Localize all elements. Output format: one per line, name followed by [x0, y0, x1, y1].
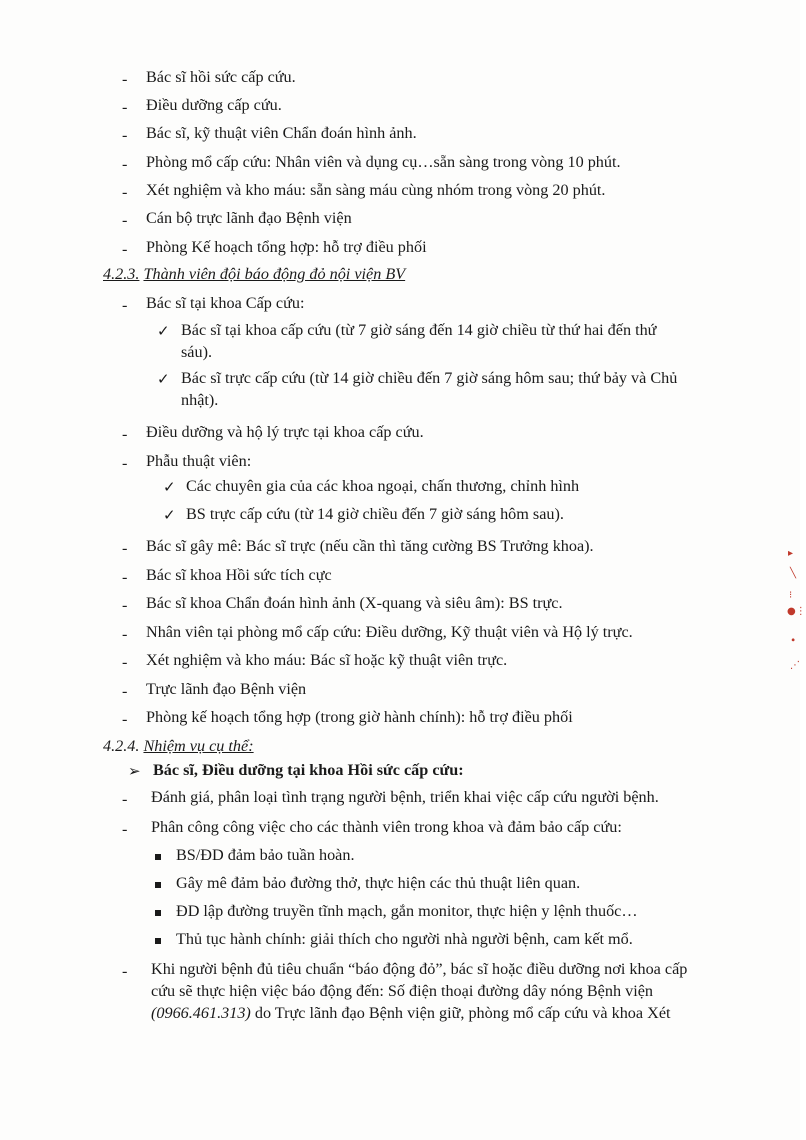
list-dash: -	[122, 211, 128, 229]
list-item: Bác sĩ khoa Hồi sức tích cực	[146, 566, 332, 584]
paragraph-line: cứu sẽ thực hiện việc báo động đến: Số điện thoại đường dây nóng Bệnh viện	[151, 982, 653, 1000]
list-item: Xét nghiệm và kho máu: Bác sĩ hoặc kỹ thuật viên trực.	[146, 651, 508, 669]
list-dash: -	[122, 454, 128, 472]
sub-item-continued: nhật).	[181, 391, 219, 409]
list-item: Phòng Kế hoạch tổng hợp: hỗ trợ điều phối	[146, 238, 427, 256]
sub-item: Các chuyên gia của các khoa ngoại, chấn thương, chỉnh hình	[186, 477, 580, 495]
list-dash: -	[122, 155, 128, 173]
arrow-bullet-icon: ➢	[128, 762, 141, 780]
section-title: Thành viên đội báo động đỏ nội viện BV	[143, 265, 406, 283]
checkmark-icon: ✓	[163, 506, 176, 524]
list-item: Điều dưỡng và hộ lý trực tại khoa cấp cứu.	[146, 423, 424, 441]
list-item: Bác sĩ hồi sức cấp cứu.	[146, 68, 296, 86]
list-dash: -	[122, 98, 128, 116]
list-dash: -	[122, 962, 128, 980]
list-item: Nhân viên tại phòng mổ cấp cứu: Điều dưỡng, Kỹ thuật viên và Hộ lý trực.	[146, 623, 633, 641]
sub-item: Bác sĩ trực cấp cứu (từ 14 giờ chiều đến 7 giờ sáng hôm sau; thứ bảy và Chủ	[181, 369, 678, 387]
bullet-item: Gây mê đảm bảo đường thở, thực hiện các thủ thuật liên quan.	[176, 874, 581, 892]
list-dash: -	[122, 240, 128, 258]
list-dash: -	[122, 425, 128, 443]
group-title: Bác sĩ, Điều dưỡng tại khoa Hồi sức cấp cứu:	[153, 761, 464, 779]
bullet-item: BS/ĐD đảm bảo tuần hoàn.	[176, 846, 355, 864]
list-item: Phòng kế hoạch tổng hợp (trong giờ hành chính): hỗ trợ điều phối	[146, 708, 573, 726]
list-item: Bác sĩ khoa Chẩn đoán hình ảnh (X-quang và siêu âm): BS trực.	[146, 594, 563, 612]
list-dash: -	[122, 682, 128, 700]
list-item: Phẫu thuật viên:	[146, 452, 252, 470]
list-item: Xét nghiệm và kho máu: sẵn sàng máu cùng nhóm trong vòng 20 phút.	[146, 181, 606, 199]
bullet-item: ĐD lập đường truyền tĩnh mạch, gắn monitor, thực hiện y lệnh thuốc…	[176, 902, 638, 920]
list-dash: -	[122, 653, 128, 671]
sub-item: BS trực cấp cứu (từ 14 giờ chiều đến 7 giờ sáng hôm sau).	[186, 505, 564, 523]
section-heading-424	[103, 736, 254, 756]
list-item: Bác sĩ, kỹ thuật viên Chẩn đoán hình ảnh.	[146, 124, 417, 142]
sub-item-continued: sáu).	[181, 343, 213, 361]
list-item: Bác sĩ tại khoa Cấp cứu:	[146, 294, 305, 312]
list-item: Trực lãnh đạo Bệnh viện	[146, 680, 307, 698]
list-dash: -	[122, 820, 128, 838]
section-title: Nhiệm vụ cụ thể:	[143, 737, 254, 755]
list-dash: -	[122, 183, 128, 201]
list-dash: -	[122, 568, 128, 586]
square-bullet-icon	[155, 854, 161, 860]
list-dash: -	[122, 539, 128, 557]
square-bullet-icon	[155, 938, 161, 944]
document-page: - Bác sĩ hồi sức cấp cứu. - Điều dưỡng cấp cứu. - Bác sĩ, kỹ thuật viên Chẩn đoán hình ảnh. - Phòng mổ cấp cứu: Nhân viên và dụng cụ…sẵn sàng trong vòng 10 phút. - Xét nghiệm và kho máu: sẵn sàng máu cùng nhóm trong vòng 20 phút. - Cán bộ trực lãnh đạo Bệnh viện - Phòng Kế hoạch tổng hợp: hỗ trợ điều phối 4.2.3. Thành viên đội báo động đỏ nội viện BV - Bác sĩ tại khoa Cấp cứu: ✓ Bác sĩ tại khoa cấp cứu (từ 7 giờ sáng đến 14 giờ chiều từ thứ hai đến thứ sáu). ✓ Bác sĩ trực cấp cứu (từ 14 giờ chiều đến 7 giờ sáng hôm sau; thứ bảy và Chủ nhật). - Điều dưỡng và hộ lý trực tại khoa cấp cứu. - Phẫu thuật viên: ✓ Các chuyên gia của các khoa ngoại, chấn thương, chỉnh hình ✓ BS trực cấp cứu (từ 14 giờ chiều đến 7 giờ sáng hôm sau). - Bác sĩ gây mê: Bác sĩ trực (nếu cần thì tăng cường BS Trưởng khoa). - Bác sĩ khoa Hồi sức tích cực - Bác sĩ khoa Chẩn đoán hình ảnh (X-quang và siêu âm): BS trực. - Nhân viên tại phòng mổ cấp cứu: Điều dưỡng, Kỹ thuật viên và Hộ lý trực. - Xét nghiệm và kho máu: Bác sĩ hoặc kỹ thuật viên trực. - Trực lãnh đạo Bệnh viện - Phòng kế hoạch tổng hợp (trong giờ hành chính): hỗ trợ điều phối 4.2.4. Nhiệm vụ cụ thể: ➢ Bác sĩ, Điều dưỡng tại khoa Hồi sức cấp cứu: - Đánh giá, phân loại tình trạng người bệnh, triển khai việc cấp cứu người bệnh. - Phân công công việc cho các thành viên trong khoa và đảm bảo cấp cứu: BS/ĐD đảm bảo tuần hoàn. Gây mê đảm bảo đường thở, thực hiện các thủ thuật liên quan. ĐD lập đường truyền tĩnh mạch, gắn monitor, thực hiện y lệnh thuốc… Thủ tục hành chính: giải thích cho người nhà người bệnh, cam kết mổ. - Khi người bệnh đủ tiêu chuẩn “báo động đỏ”, bác sĩ hoặc điều dưỡng nơi khoa cấp cứu sẽ thực hiện việc báo động đến: Số điện thoại đường dây nóng Bệnh viện (0966.461.313) do Trực lãnh đạo Bệnh viện giữ, phòng mổ cấp cứu và khoa Xét ▸ ╲ ⁝ ●⋮ ∙ ⋰	[0, 0, 800, 1140]
section-number: 4.2.3.	[103, 265, 140, 283]
paragraph-line: Khi người bệnh đủ tiêu chuẩn “báo động đỏ”, bác sĩ hoặc điều dưỡng nơi khoa cấp	[151, 960, 688, 978]
list-dash: -	[122, 625, 128, 643]
checkmark-icon: ✓	[163, 478, 176, 496]
sub-item: Bác sĩ tại khoa cấp cứu (từ 7 giờ sáng đến 14 giờ chiều từ thứ hai đến thứ	[181, 321, 657, 339]
list-dash: -	[122, 790, 128, 808]
list-item: Đánh giá, phân loại tình trạng người bệnh, triển khai việc cấp cứu người bệnh.	[151, 788, 659, 806]
list-dash: -	[122, 596, 128, 614]
list-item: Phòng mổ cấp cứu: Nhân viên và dụng cụ…sẵn sàng trong vòng 10 phút.	[146, 153, 621, 171]
list-dash: -	[122, 126, 128, 144]
checkmark-icon: ✓	[157, 322, 170, 340]
list-item: Bác sĩ gây mê: Bác sĩ trực (nếu cần thì tăng cường BS Trưởng khoa).	[146, 537, 594, 555]
list-item: Điều dưỡng cấp cứu.	[146, 96, 282, 114]
list-dash: -	[122, 296, 128, 314]
checkmark-icon: ✓	[157, 370, 170, 388]
bullet-item: Thủ tục hành chính: giải thích cho người nhà người bệnh, cam kết mổ.	[176, 930, 633, 948]
list-dash: -	[122, 70, 128, 88]
paragraph-text: do Trực lãnh đạo Bệnh viện giữ, phòng mổ cấp cứu và khoa Xét	[250, 1004, 671, 1022]
list-item: Phân công công việc cho các thành viên trong khoa và đảm bảo cấp cứu:	[151, 818, 622, 836]
square-bullet-icon	[155, 882, 161, 888]
section-number: 4.2.4.	[103, 737, 140, 755]
list-dash: -	[122, 710, 128, 728]
section-heading-423	[103, 264, 405, 284]
paragraph-line	[151, 1003, 671, 1023]
square-bullet-icon	[155, 910, 161, 916]
hotline-number: (0966.461.313)	[151, 1004, 251, 1022]
list-item: Cán bộ trực lãnh đạo Bệnh viện	[146, 209, 352, 227]
